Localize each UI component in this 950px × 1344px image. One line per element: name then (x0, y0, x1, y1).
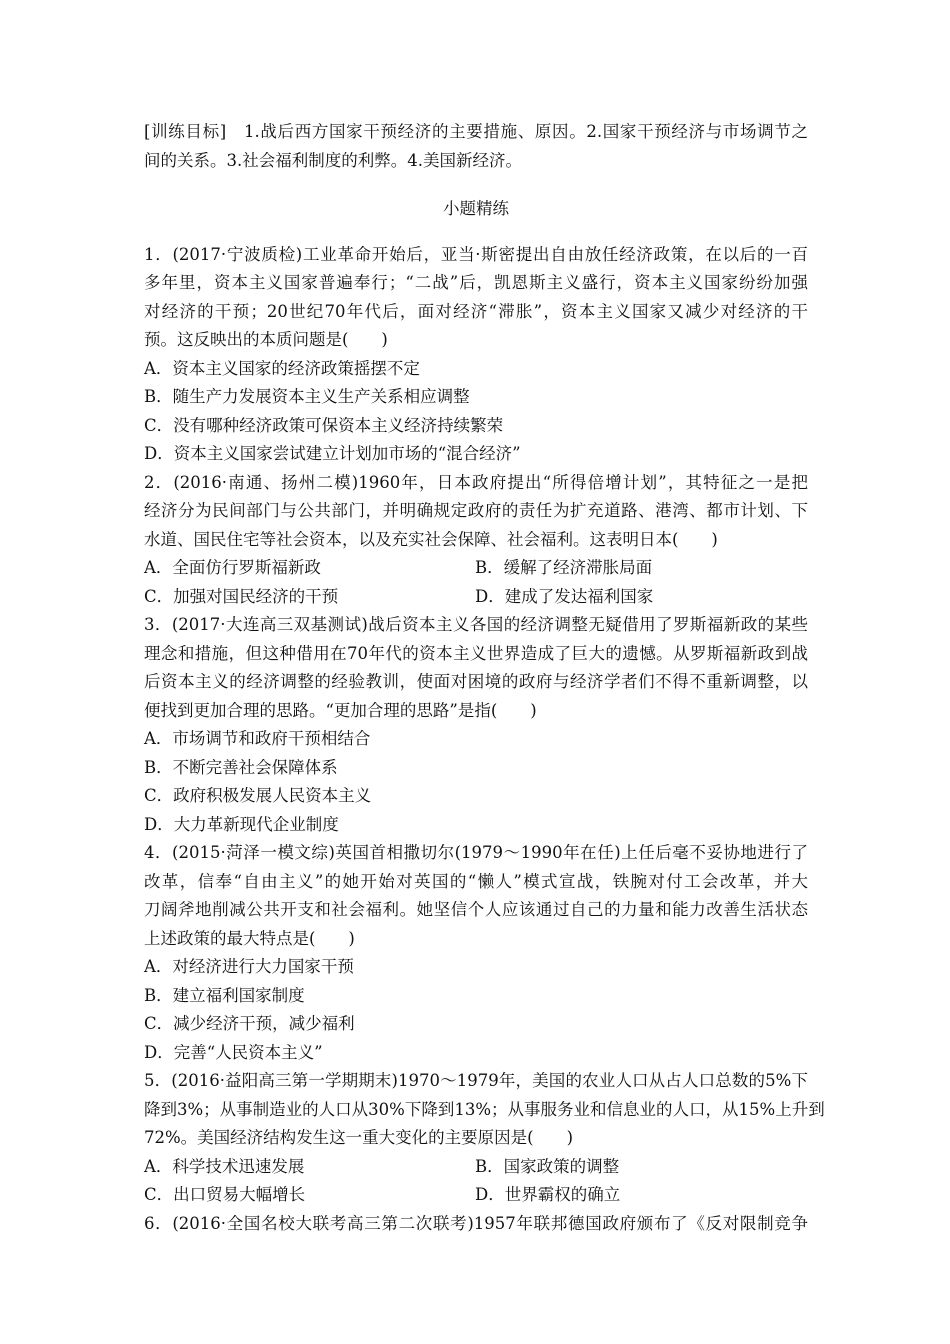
question-stem-line: 1．(2017·宁波质检)工业革命开始后，亚当·斯密提出自由放任经济政策，在以后的一百 (144, 244, 808, 264)
question-stem-line: 理念和措施，但这种借用在70年代的资本主义世界造成了巨大的遗憾。从罗斯福新政到战 (144, 643, 808, 663)
document-page (144, 118, 825, 1238)
option-a: A．市场调节和政府干预相结合 (144, 729, 371, 748)
option-b: B．随生产力发展资本主义生产关系相应调整 (144, 387, 470, 406)
question-stem-line: 经济分为民间部门与公共部门，并明确规定政府的责任为扩充道路、港湾、都市计划、下 (144, 501, 808, 520)
question-2 (144, 469, 808, 612)
question-stem-line: 水道、国民住宅等社会资本，以及充实社会保障、社会福利。这表明日本( ) (144, 529, 718, 549)
question-stem-line: 5．(2016·益阳高三第一学期期末)1970～1979年，美国的农业人口从占人口总数的5%下 (144, 1071, 808, 1090)
option-c: C．出口贸易大幅增长 (144, 1185, 306, 1204)
option-d: D．完善“人民资本主义” (144, 1042, 323, 1062)
question-stem-line: 4．(2015·菏泽一模文综)英国首相撒切尔(1979～1990年在任)上任后毫不妥协地进行了 (144, 843, 808, 862)
question-stem-line: 降到3%；从事制造业的人口从30%下降到13%；从事服务业和信息业的人口，从15%上升到 (144, 1099, 825, 1119)
option-c: C．加强对国民经济的干预 (144, 586, 339, 606)
option-b: B．国家政策的调整 (475, 1156, 620, 1176)
option-d: D．大力革新现代企业制度 (144, 814, 339, 834)
option-d: D．资本主义国家尝试建立计划加市场的“混合经济” (144, 444, 521, 463)
question-3 (144, 611, 808, 839)
question-stem-line: 便找到更加合理的思路。“更加合理的思路”是指( ) (144, 700, 537, 720)
training-goal-line: [训练目标] 1.战后西方国家干预经济的主要措施、原因。2.国家干预经济与市场调节之 (144, 122, 808, 141)
question-5 (144, 1067, 825, 1210)
question-stem-line: 对经济的干预；20世纪70年代后，面对经济“滞胀”，资本主义国家又减少对经济的干 (144, 301, 808, 321)
training-goal-line: 间的关系。3.社会福利制度的利弊。4.美国新经济。 (144, 150, 522, 170)
option-b: B．建立福利国家制度 (144, 985, 305, 1005)
option-d: D．建成了发达福利国家 (475, 586, 654, 606)
option-a: A．资本主义国家的经济政策摇摆不定 (144, 358, 420, 378)
question-stem-line: 上述政策的最大特点是( ) (144, 928, 355, 948)
option-c: C．没有哪种经济政策可保资本主义经济持续繁荣 (144, 415, 504, 435)
question-4 (144, 839, 808, 1067)
question-stem-line: 预。这反映出的本质问题是( ) (144, 330, 388, 349)
question-stem-line: 改革，信奉“自由主义”的她开始对英国的“懒人”模式宣战，铁腕对付工会改革，并大 (144, 871, 808, 891)
section-title: 小题精练 (443, 199, 509, 218)
option-row (144, 583, 808, 612)
option-a: A．对经济进行大力国家干预 (144, 957, 354, 976)
option-c: C．减少经济干预，减少福利 (144, 1014, 355, 1033)
question-stem-line: 多年里，资本主义国家普遍奉行；“二战”后，凯恩斯主义盛行，资本主义国家纷纷加强 (144, 273, 808, 292)
question-stem-line: 3．(2017·大连高三双基测试)战后资本主义各国的经济调整无疑借用了罗斯福新政的某些 (144, 615, 808, 634)
question-stem-line: 后资本主义的经济调整的经验教训，使面对困境的政府与经济学者们不得不重新调整，以 (144, 672, 808, 691)
option-a: A．全面仿行罗斯福新政 (144, 558, 321, 577)
option-c: C．政府积极发展人民资本主义 (144, 786, 372, 805)
question-stem-line: 刀阔斧地削减公共开支和社会福利。她坚信个人应该通过自己的力量和能力改善生活状态 (144, 900, 808, 919)
option-b: B．缓解了经济滞胀局面 (475, 558, 653, 577)
question-1 (144, 241, 808, 469)
option-row (144, 554, 808, 583)
question-stem-line: 72%。美国经济结构发生这一重大变化的主要原因是( ) (144, 1128, 574, 1147)
question-stem-line: 2．(2016·南通、扬州二模)1960年，日本政府提出“所得倍增计划”，其特征之一是把 (144, 472, 808, 492)
question-stem-line: 6．(2016·全国名校大联考高三第二次联考)1957年联邦德国政府颁布了《反对限制竞争 (144, 1213, 808, 1233)
training-goal (144, 118, 808, 175)
option-row (144, 1181, 808, 1210)
option-d: D．世界霸权的确立 (475, 1185, 621, 1204)
option-row (144, 1153, 808, 1182)
option-b: B．不断完善社会保障体系 (144, 757, 338, 777)
question-6 (144, 1210, 808, 1239)
option-a: A．科学技术迅速发展 (144, 1156, 305, 1176)
